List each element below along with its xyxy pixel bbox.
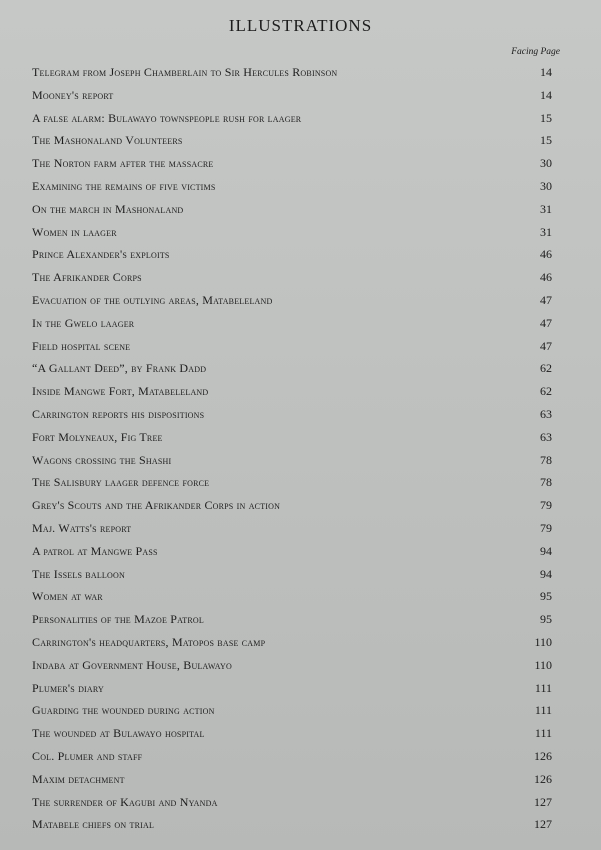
- illustration-caption: Grey's Scouts and the Afrikander Corps in action: [32, 498, 281, 513]
- facing-page-number: 47: [540, 315, 552, 330]
- facing-page-number: 14: [540, 65, 552, 79]
- list-item: [32, 384, 552, 407]
- facing-page-number: 63: [540, 406, 552, 421]
- list-item: [32, 498, 552, 521]
- facing-page-number: 46: [540, 247, 552, 262]
- list-item: [32, 795, 552, 818]
- illustration-caption: Personalities of the Mazoe Patrol: [32, 612, 204, 627]
- list-item: [32, 316, 552, 339]
- illustration-caption: Women in laager: [32, 224, 117, 239]
- facing-page-number: 111: [534, 703, 552, 718]
- illustration-caption: Mooney's report: [32, 87, 114, 102]
- illustration-caption: In the Gwelo laager: [32, 315, 135, 330]
- facing-page-number: 46: [540, 270, 552, 285]
- list-item: [32, 589, 552, 612]
- list-item: [32, 339, 552, 362]
- facing-page-number: 110: [534, 657, 552, 672]
- illustration-caption: Carrington's headquarters, Matopos base camp: [32, 634, 266, 649]
- illustration-caption: The Mashonaland Volunteers: [32, 133, 183, 148]
- facing-page-number: 126: [534, 771, 552, 786]
- facing-page-number: 79: [540, 498, 552, 513]
- facing-page-number: 47: [540, 292, 552, 307]
- facing-page-number: 79: [540, 520, 552, 535]
- illustration-caption: A false alarm: Bulawayo townspeople rush for laager: [32, 110, 302, 125]
- illustration-caption: Field hospital scene: [32, 338, 131, 353]
- illustration-caption: Maj. Watts's report: [32, 520, 132, 535]
- facing-page-number: 30: [540, 178, 552, 193]
- facing-page-number: 111: [534, 680, 552, 695]
- list-item: [32, 681, 552, 704]
- list-item: [32, 111, 552, 134]
- facing-page-number: 31: [540, 201, 552, 216]
- illustration-caption: The Salisbury laager defence force: [32, 475, 210, 490]
- facing-page-number: 94: [540, 543, 552, 558]
- list-item: [32, 726, 552, 749]
- illustration-list: [32, 65, 552, 840]
- facing-page-number: 95: [540, 589, 552, 604]
- illustration-caption: Telegram from Joseph Chamberlain to Sir Hercules Robinson: [32, 65, 338, 79]
- illustration-caption: Inside Mangwe Fort, Matabeleland: [32, 384, 209, 399]
- illustration-caption: On the march in Mashonaland: [32, 201, 184, 216]
- illustration-caption: Plumer's diary: [32, 680, 104, 695]
- list-item: [32, 749, 552, 772]
- illustration-caption: Examining the remains of five victims: [32, 178, 216, 193]
- illustration-caption: Indaba at Government House, Bulawayo: [32, 657, 232, 672]
- list-item: [32, 658, 552, 681]
- illustration-caption: Maxim detachment: [32, 771, 125, 786]
- facing-page-number: 62: [540, 361, 552, 376]
- list-item: [32, 361, 552, 384]
- facing-page-number: 78: [540, 452, 552, 467]
- facing-page-number: 126: [534, 748, 552, 763]
- list-item: [32, 179, 552, 202]
- facing-page-number: 30: [540, 156, 552, 171]
- facing-page-number: 31: [540, 224, 552, 239]
- facing-page-number: 62: [540, 384, 552, 399]
- facing-page-number: 47: [540, 338, 552, 353]
- list-item: [32, 293, 552, 316]
- illustration-caption: The Afrikander Corps: [32, 270, 142, 285]
- list-item: [32, 133, 552, 156]
- illustration-caption: Wagons crossing the Shashi: [32, 452, 172, 467]
- list-item: [32, 567, 552, 590]
- illustration-caption: The wounded at Bulawayo hospital: [32, 726, 205, 741]
- facing-page-number: 15: [540, 133, 552, 148]
- list-item: [32, 88, 552, 111]
- illustration-caption: The Issels balloon: [32, 566, 125, 581]
- list-item: [32, 430, 552, 453]
- facing-page-number: 78: [540, 475, 552, 490]
- list-item: [32, 521, 552, 544]
- list-item: [32, 772, 552, 795]
- illustration-caption: The surrender of Kagubi and Nyanda: [32, 794, 218, 809]
- illustration-caption: Col. Plumer and staff: [32, 748, 143, 763]
- facing-page-number: 63: [540, 429, 552, 444]
- facing-page-number: 110: [534, 634, 552, 649]
- list-item: [32, 703, 552, 726]
- facing-page-number: 15: [540, 110, 552, 125]
- illustration-caption: The Norton farm after the massacre: [32, 156, 214, 171]
- list-item: [32, 475, 552, 498]
- list-item: [32, 544, 552, 567]
- page-title: ILLUSTRATIONS: [228, 16, 373, 35]
- illustration-caption: Women at war: [32, 589, 103, 604]
- list-item: [32, 817, 552, 840]
- facing-page-number: 127: [534, 817, 552, 832]
- facing-page-column-header: Facing Page: [511, 47, 560, 57]
- facing-page-number: 94: [540, 566, 552, 581]
- facing-page-number: 127: [534, 794, 552, 809]
- list-item: [32, 65, 552, 88]
- facing-page-number: 111: [534, 726, 552, 741]
- illustration-caption: Matabele chiefs on trial: [32, 817, 155, 832]
- list-item: [32, 635, 552, 658]
- facing-page-number: 95: [540, 612, 552, 627]
- list-item: [32, 612, 552, 635]
- list-item: [32, 202, 552, 225]
- list-item: [32, 225, 552, 248]
- list-item: [32, 247, 552, 270]
- list-item: [32, 270, 552, 293]
- facing-page-number: 14: [540, 87, 552, 102]
- list-item: [32, 407, 552, 430]
- illustration-caption: Carrington reports his dispositions: [32, 406, 205, 421]
- list-item: [32, 156, 552, 179]
- illustration-caption: Prince Alexander's exploits: [32, 247, 170, 262]
- illustration-caption: Evacuation of the outlying areas, Matabeleland: [32, 292, 273, 307]
- illustration-caption: A patrol at Mangwe Pass: [32, 543, 158, 558]
- illustration-caption: Guarding the wounded during action: [32, 703, 215, 718]
- illustration-caption: “A Gallant Deed”, by Frank Dadd: [32, 361, 207, 376]
- list-item: [32, 453, 552, 476]
- illustration-caption: Fort Molyneaux, Fig Tree: [32, 429, 163, 444]
